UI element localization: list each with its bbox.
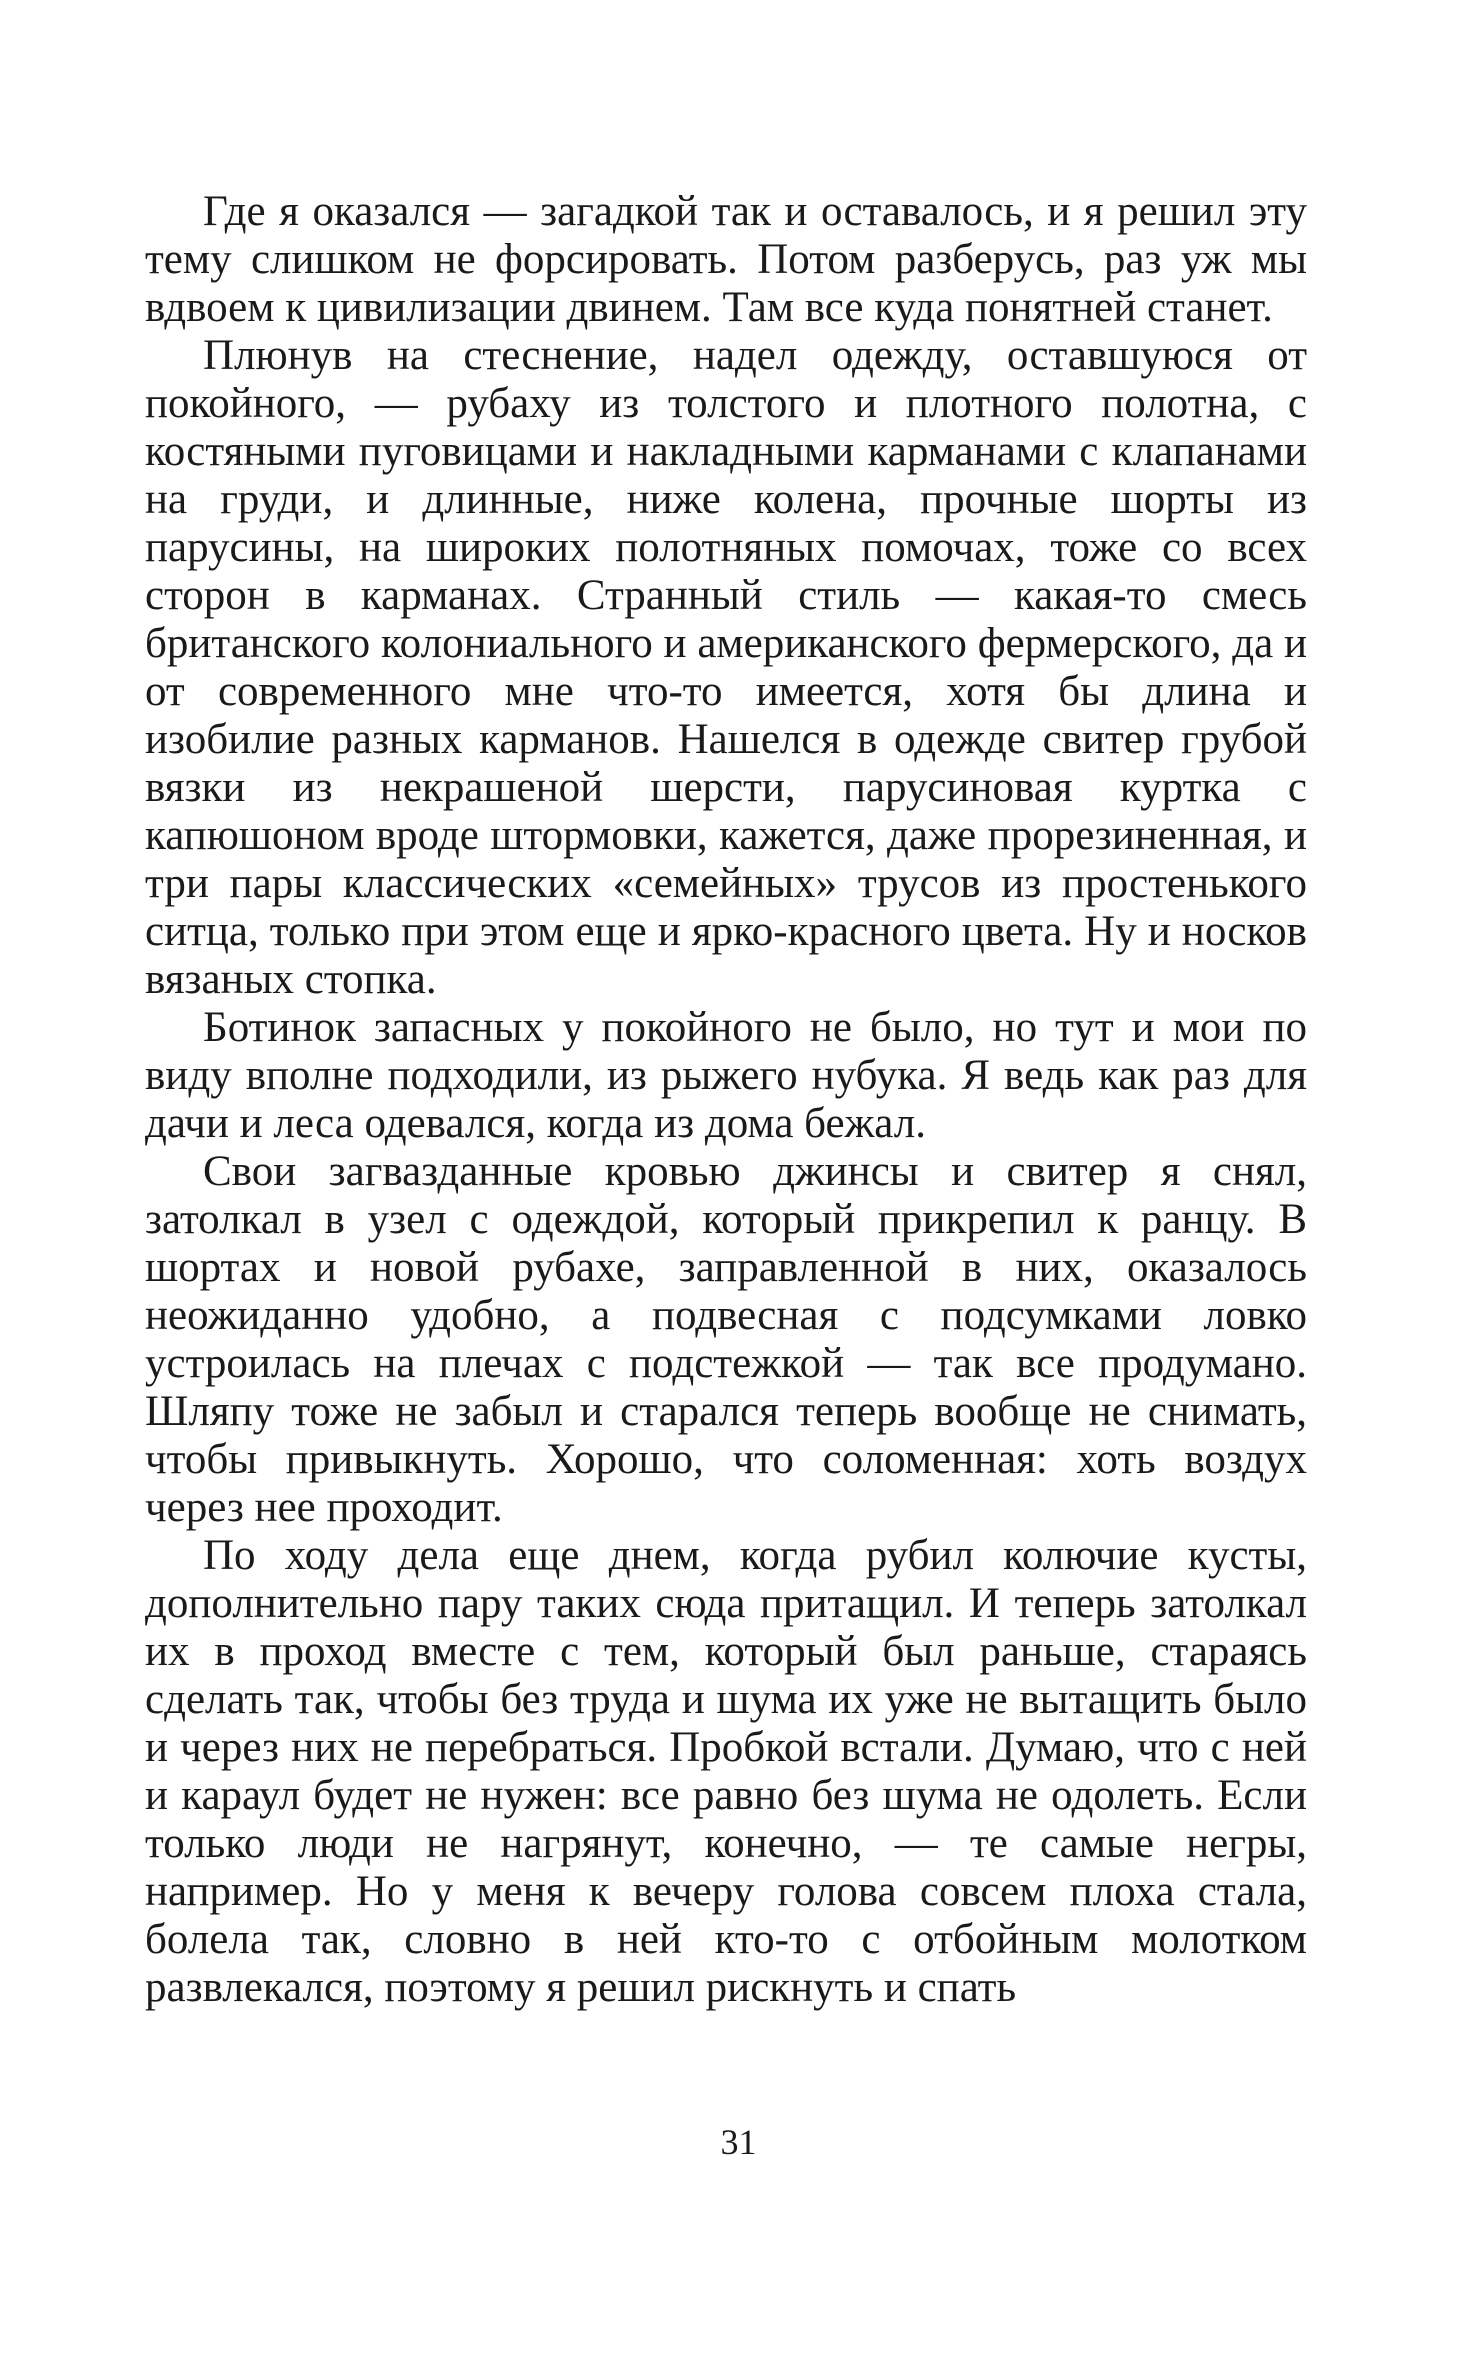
paragraph-3: Ботинок запасных у покойного не было, но тут и мои по виду вполне подходили, из рыжего нубука. Я ведь как раз для дачи и леса одевался, когда из дома бежал.	[145, 1004, 1307, 1147]
paragraph-2: Плюнув на стеснение, надел одежду, оставшуюся от покойного, — рубаху из толстого и плотного полотна, с костяными пуговицами и накладными карманами с клапанами на груди, и длинные, ниже колена, прочные шорты из парусины, на широких полотняных помочах, тоже со всех сторон в карманах. Странный стиль — какая-то смесь британского колониального и американского фермерского, да и от современного мне что-то имеется, хотя бы длина и изобилие разных карманов. Нашелся в одежде свитер грубой вязки из некрашеной шерсти, парусиновая куртка с капюшоном вроде штормовки, кажется, даже прорезиненная, и три пары классических «семейных» трусов из простенького ситца, только при этом еще и ярко-красного цвета. Ну и носков вязаных стопка.	[145, 332, 1307, 1003]
body-text	[145, 188, 1307, 2012]
paragraph-1: Где я оказался — загадкой так и оставалось, и я решил эту тему слишком не форсировать. Потом разберусь, раз уж мы вдвоем к цивилизации двинем. Там все куда понятней станет.	[145, 188, 1307, 331]
paragraph-5: По ходу дела еще днем, когда рубил колючие кусты, дополнительно пару таких сюда притащил. И теперь затолкал их в проход вместе с тем, который был раньше, стараясь сделать так, чтобы без труда и шума их уже не вытащить было и через них не перебраться. Пробкой встали. Думаю, что с ней и караул будет не нужен: все равно без шума не одолеть. Если только люди не нагрянут, конечно, — те самые негры, например. Но у меня к вечеру голова совсем плоха стала, болела так, словно в ней кто-то с отбойным молотком развлекался, поэтому я решил рискнуть и спать	[145, 1532, 1307, 2011]
paragraph-4: Свои загвазданные кровью джинсы и свитер я снял, затолкал в узел с одеждой, который прикрепил к ранцу. В шортах и новой рубахе, заправленной в них, оказалось неожиданно удобно, а подвесная с подсумками ловко устроилась на плечах с подстежкой — так все продумано. Шляпу тоже не забыл и старался теперь вообще не снимать, чтобы привыкнуть. Хорошо, что соломенная: хоть воздух через нее проходит.	[145, 1148, 1307, 1531]
page-number: 31	[720, 2122, 757, 2162]
